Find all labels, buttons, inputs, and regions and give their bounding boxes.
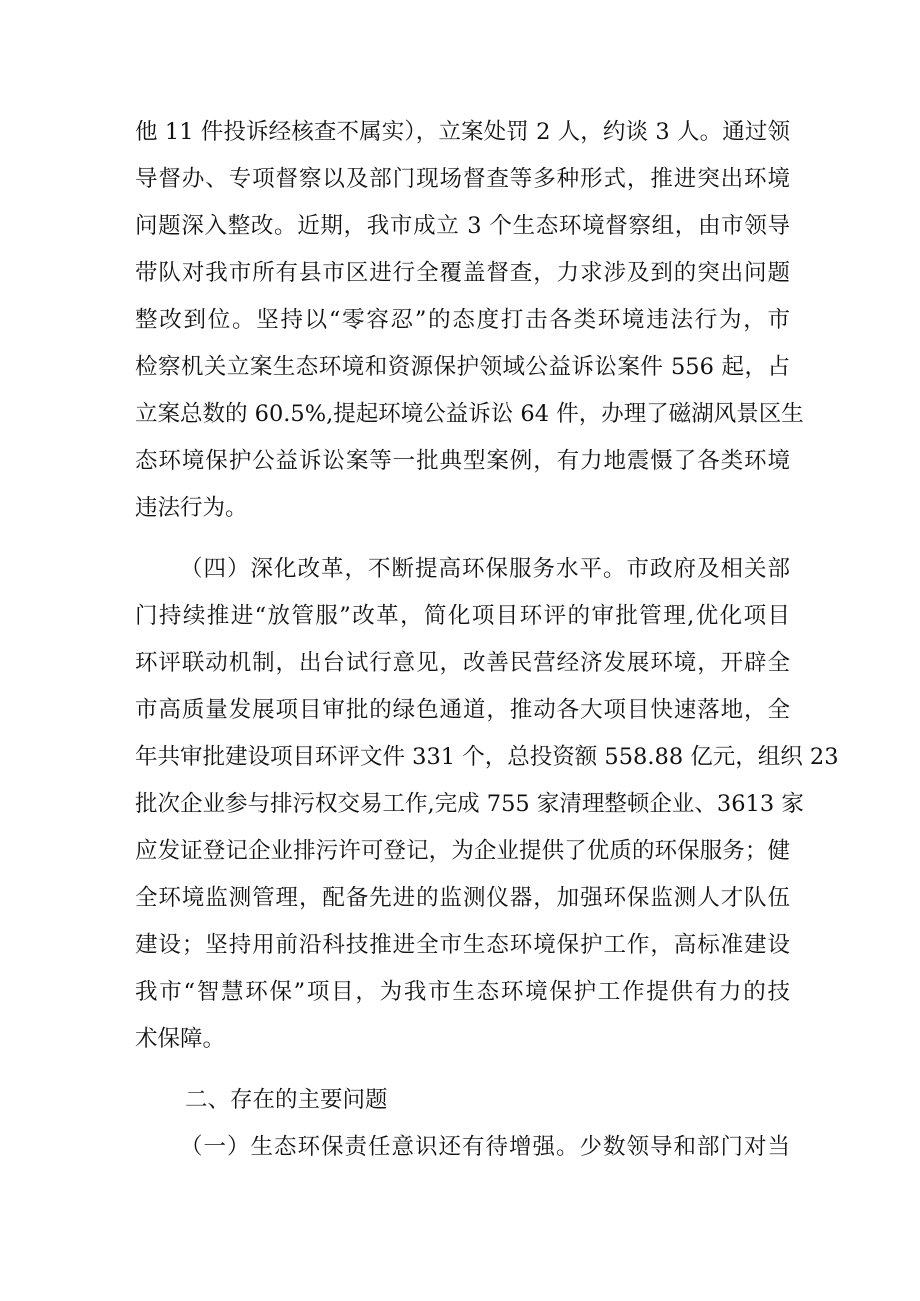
text-line: 整改到位。坚持以“零容忍”的态度打击各类环境违法行为，市 bbox=[135, 307, 790, 333]
text-line: 门持续推进“放管服”改革，简化项目环评的审批管理,优化项目 bbox=[135, 603, 790, 629]
text-line: 环评联动机制，出台试行意见，改善民营经济发展环境，开辟全 bbox=[135, 650, 790, 676]
text-line: 立案总数的 60.5%,提起环境公益诉讼 64 件，办理了磁湖风景区生 bbox=[135, 401, 804, 427]
text-line: 态环境保护公益诉讼案等一批典型案例，有力地震慑了各类环境 bbox=[135, 448, 790, 474]
text-line: 我市“智慧环保”项目，为我市生态环境保护工作提供有力的技 bbox=[135, 979, 790, 1005]
text-line: 批次企业参与排污权交易工作,完成 755 家清理整顿企业、3613 家 bbox=[135, 791, 804, 817]
text-line: 问题深入整改。近期，我市成立 3 个生态环境督察组，由市领导 bbox=[135, 213, 790, 239]
text-line: 年共审批建设项目环评文件 331 个，总投资额 558.88 亿元，组织 23 bbox=[135, 744, 839, 770]
text-line: 全环境监测管理，配备先进的监测仪器，加强环保监测人才队伍 bbox=[135, 885, 790, 911]
text-line: 带队对我市所有县市区进行全覆盖督查，力求涉及到的突出问题 bbox=[135, 260, 790, 286]
text-line: 建设；坚持用前沿科技推进全市生态环境保护工作，高标准建设 bbox=[135, 932, 790, 958]
text-line: 应发证登记企业排污许可登记，为企业提供了优质的环保服务；健 bbox=[135, 838, 790, 864]
paragraph-end-line: 术保障。 bbox=[135, 1026, 226, 1052]
paragraph-end-line: 违法行为。 bbox=[135, 495, 248, 521]
section-title-problems: 二、存在的主要问题 bbox=[185, 1087, 388, 1113]
section-heading-1: （一）生态环保责任意识还有待增强。少数领导和部门对当 bbox=[180, 1134, 790, 1160]
text-line: 检察机关立案生态环境和资源保护领域公益诉讼案件 556 起，占 bbox=[135, 354, 790, 380]
text-line: 市高质量发展项目审批的绿色通道，推动各大项目快速落地，全 bbox=[135, 697, 790, 723]
text-line: 他 11 件投诉经核查不属实），立案处罚 2 人，约谈 3 人。通过领 bbox=[135, 119, 790, 145]
text-line: 导督办、专项督察以及部门现场督查等多种形式，推进突出环境 bbox=[135, 166, 790, 192]
section-heading-4: （四）深化改革，不断提高环保服务水平。市政府及相关部 bbox=[180, 556, 790, 582]
